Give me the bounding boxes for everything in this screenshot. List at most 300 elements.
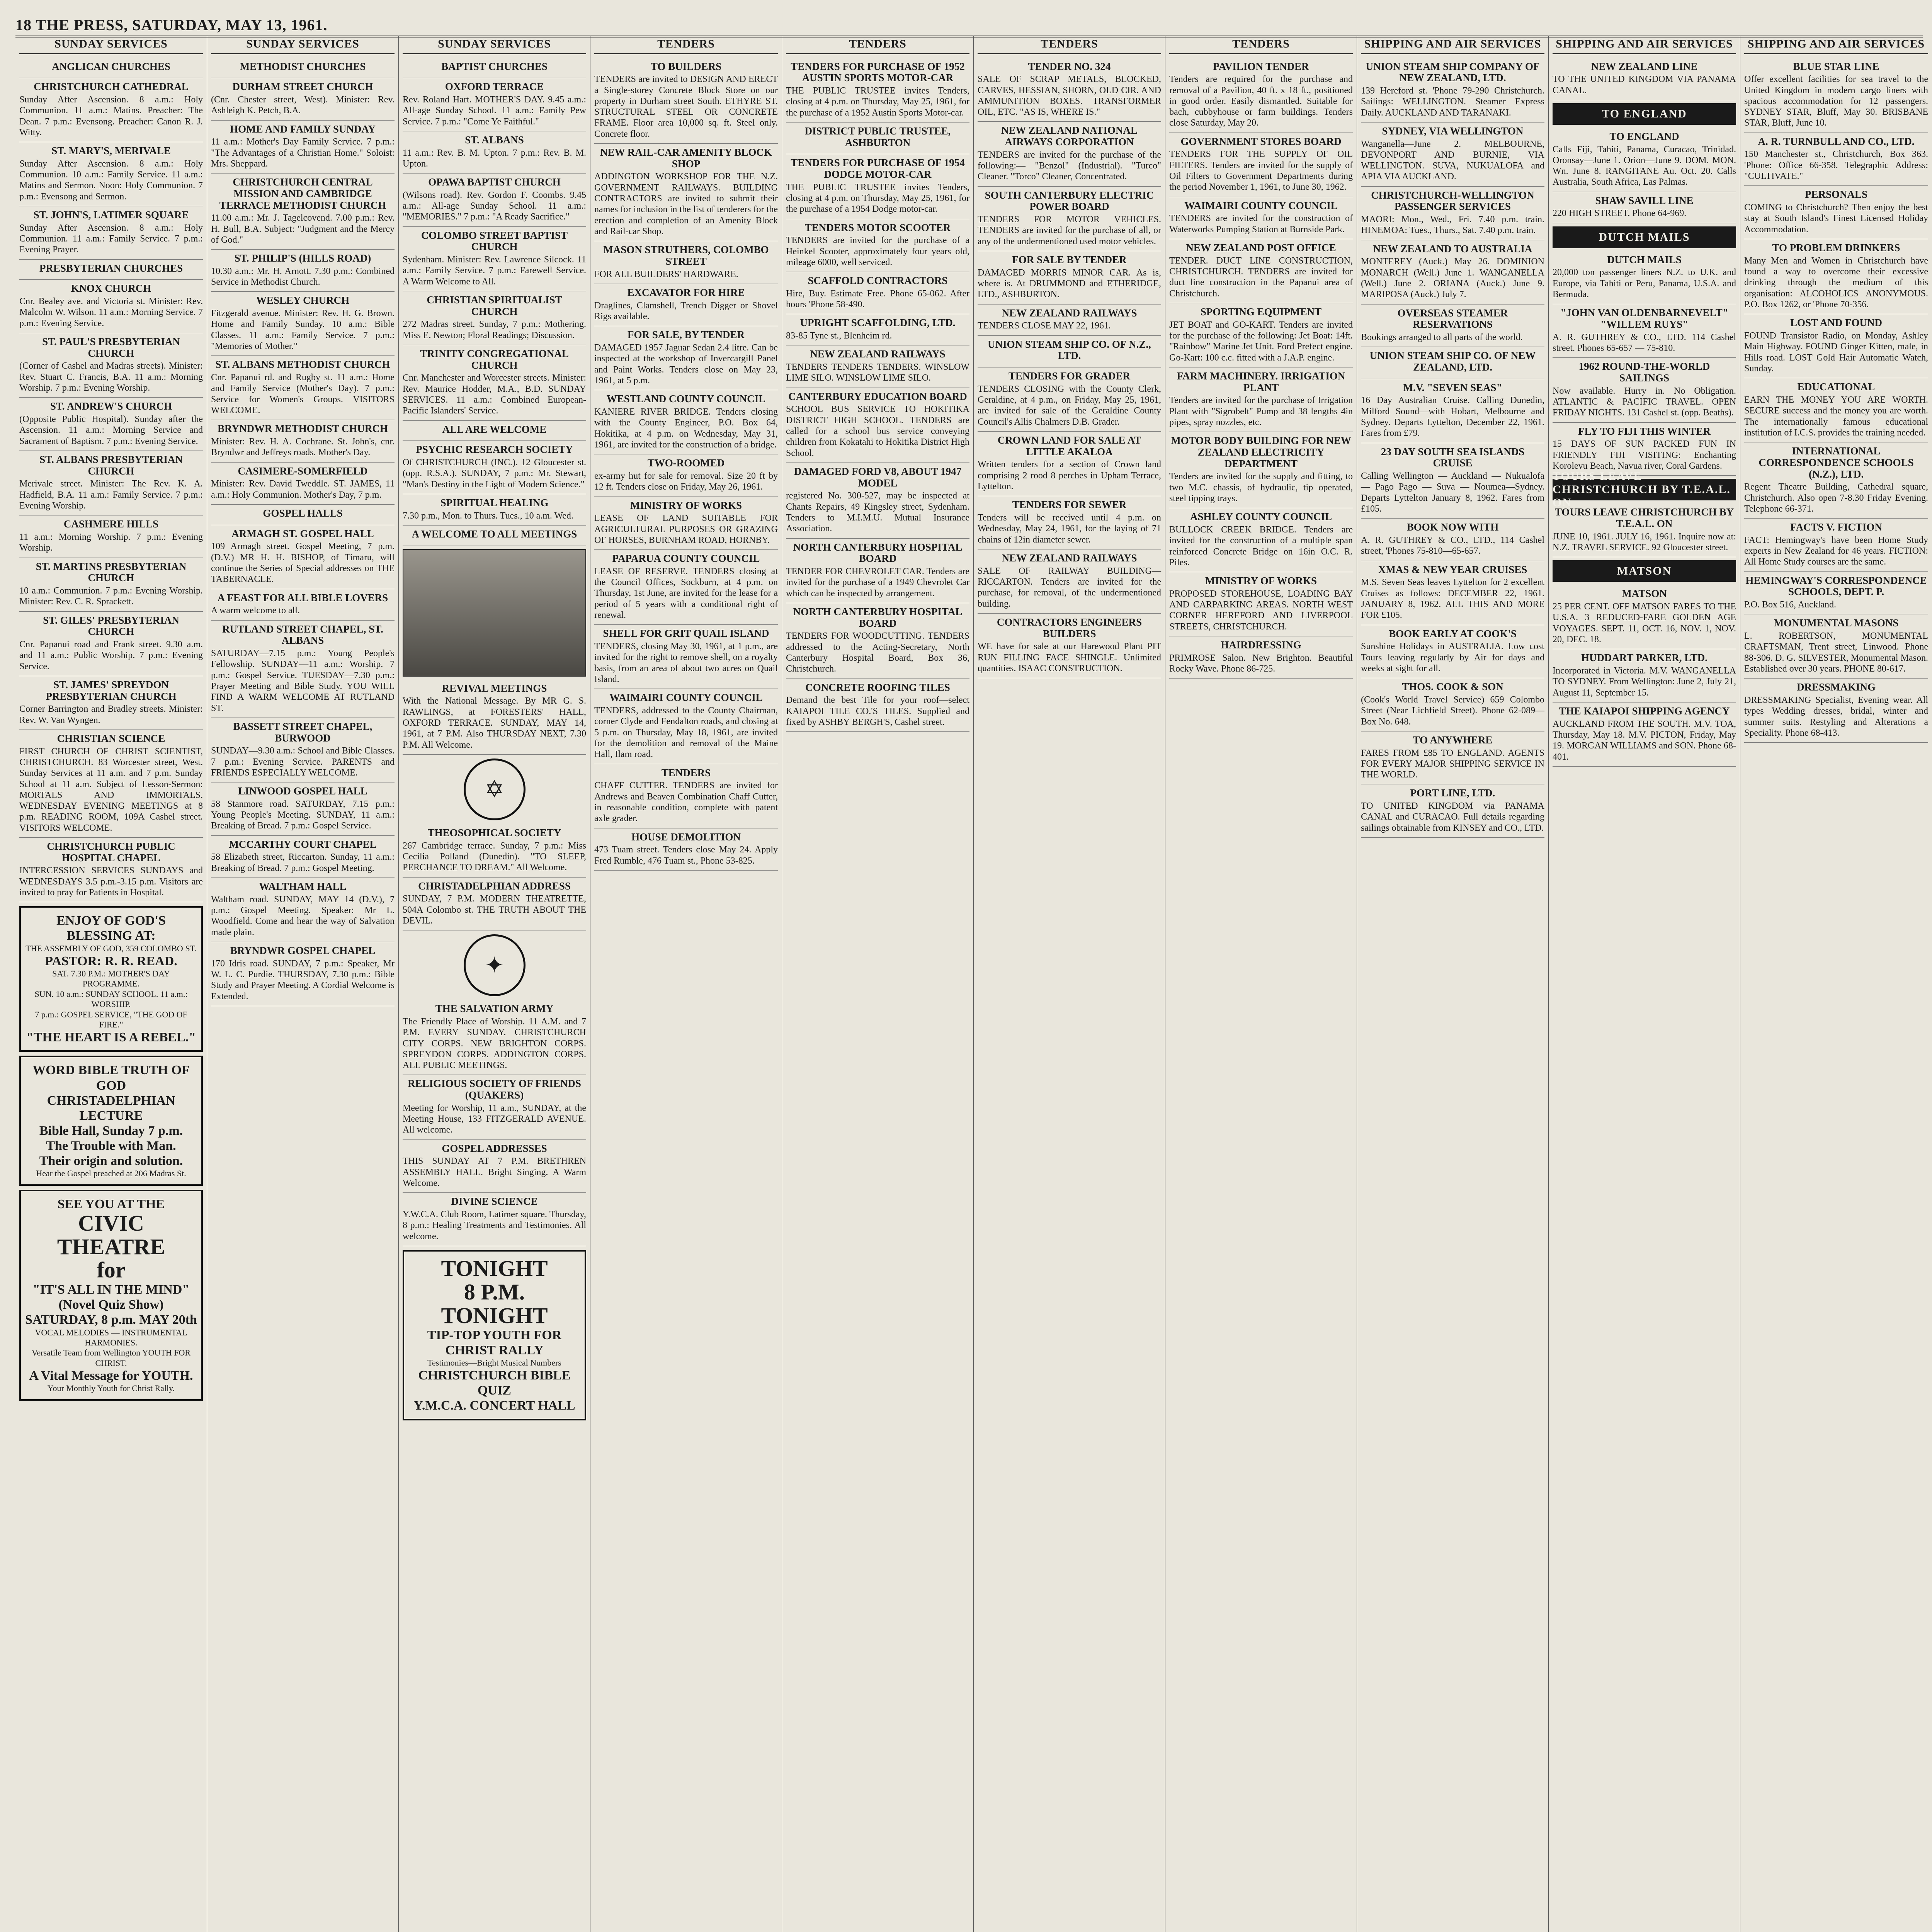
ad-heading: M.V. "SEVEN SEAS" [1403,381,1502,393]
classified-ad [786,122,969,154]
classified-ad [1553,503,1736,557]
classified-ad [211,782,395,836]
ad-heading: DAMAGED FORD V8, ABOUT 1947 MODEL [794,466,962,489]
ad-heading: CASHMERE HILLS [63,518,159,530]
ad-body: COMING to Christchurch? Then enjoy the best stay at South Island's Finest Licensed Holiday Accommodation. [1744,202,1928,235]
display-ad-line: Bible Hall, Sunday 7 p.m. [39,1123,183,1138]
ad-heading: UNION STEAM SHIP CO. OF NEW ZEALAND, LTD. [1369,350,1536,373]
classified-ad [594,241,778,284]
ad-heading: NEW ZEALAND RAILWAYS [1002,552,1137,564]
display-ad-line: ENJOY OF GOD'S BLESSING AT: [56,913,166,943]
ad-heading: SPORTING EQUIPMENT [1200,306,1322,318]
classified-ad [1169,303,1353,367]
classified-ad [403,1193,586,1246]
ad-body: SCHOOL BUS SERVICE TO HOKITIKA DISTRICT HIGH SCHOOL. TENDERS are called for a school bus service conveying children from Kokatahi to Hokitika District High School. [786,404,969,458]
display-advertisement [19,1190,203,1401]
classified-ad [1361,122,1544,187]
ad-heading: CASIMERE-SOMERFIELD [238,465,368,477]
ad-body: TENDERS, addressed to the County Chairman, corner Clyde and Fendalton roads, and closing at 5 p.m. on Thursday, May 18, 1961, are invited for the demolition and removal of the Maine Hall, Ilam road. [594,706,778,760]
ad-heading: MCCARTHY COURT CHAPEL [229,838,377,850]
classified-ad [786,345,969,388]
classified-ad [1553,649,1736,702]
classified-ad [978,58,1161,122]
ad-body: FOUND Transistor Radio, on Monday, Ashley Main Highway. FOUND Ginger Kitten, male, in Hills road. LOST Gold Hair Automatic Watch, Sunday. [1744,330,1928,374]
ad-body: Regent Theatre Building, Cathedral square, Christchurch. Also open 7-8.30 Friday Evening. Telephone 66-371. [1744,482,1928,514]
ad-body: SATURDAY—7.15 p.m.: Young People's Fellowship. SUNDAY—11 a.m.: Worship. 7 p.m.: Gospel Service. TUESDAY—7.30 p.m.: Prayer Meeting and Bible Study. YOU WILL FIND A WARM WELCOME AT RUTLAND ST. [211,648,395,713]
ad-heading: ARMAGH ST. GOSPEL HALL [231,527,374,539]
column-header: TENDERS [786,36,969,54]
ad-body: TENDERS CLOSING with the County Clerk, Geraldine, at 4 p.m., on Friday, May 25, 1961, are invited for sale of the Geraldine County Council's Allis Chalmers D.B. Grader. [978,384,1161,427]
ad-body: 267 Cambridge terrace. Sunday, 7 p.m.: Miss Cecilia Polland (Dunedin). "TO SLEEP, PERCHANCE TO DREAM." All Welcome. [403,840,586,873]
column-2 [207,36,399,1932]
classified-ad [1744,314,1928,378]
classified-ad [786,388,969,463]
classified-ad [211,589,395,621]
ad-heading: BRYNDWR GOSPEL CHAPEL [230,945,376,956]
ad-heading: ST. MARY'S, MERIVALE [51,145,171,157]
classified-ad [403,1140,586,1193]
ad-heading: INTERNATIONAL CORRESPONDENCE SCHOOLS (N.Z.), LTD. [1759,445,1914,480]
ad-heading: WESTLAND COUNTY COUNCIL [606,393,766,405]
classified-ad [1361,347,1544,379]
classified-ad [1169,572,1353,636]
classified-ad [978,549,1161,614]
ad-heading: HAIRDRESSING [1221,639,1301,651]
classified-ad [211,58,395,78]
classified-ad [403,78,586,131]
ad-heading: DIVINE SCIENCE [451,1196,538,1208]
classified-ad [403,345,586,421]
classified-ad [211,250,395,292]
display-advertisement [403,1250,586,1420]
classified-ad [1744,378,1928,442]
ad-heading: UNION STEAM SHIP COMPANY OF NEW ZEALAND, LTD. [1366,60,1540,84]
classified-ad [1744,519,1928,572]
ad-body: Bookings arranged to all parts of the world. [1361,332,1523,343]
ad-heading: ST. ALBANS PRESBYTERIAN CHURCH [39,453,183,477]
ad-body: 11 a.m.: Rev. B. M. Upton. 7 p.m.: Rev. B. M. Upton. [403,148,586,169]
classified-ad [594,390,778,454]
column-10 [1740,36,1932,1932]
display-ad-line: TIP-TOP YOUTH FOR CHRIST RALLY [427,1328,562,1357]
ad-heading: TO BUILDERS [650,60,722,72]
ad-body: TO THE UNITED KINGDOM VIA PANAMA CANAL. [1553,74,1736,95]
ad-body: Tenders are required for the purchase and removal of a Pavilion, 40 ft. x 18 ft., positioned in good order. Easily dismantled. Suitable for bach, cubbyhouse or farm buildings. Tenders close Saturday, May 20. [1169,74,1353,128]
classified-ad [19,142,203,206]
ad-heading: ST. JOHN'S, LATIMER SQUARE [33,209,189,221]
ad-body: SALE OF SCRAP METALS, BLOCKED, CARVES, HESSIAN, SHORN, OLD CIR. AND AMMUNITION BOXES. TRANSFORMER OIL, ETC. "AS IS, WHERE IS." [978,74,1161,117]
ad-body: DRESSMAKING Specialist, Evening wear. All types Wedding dresses, bridal, winter and summer suits. Restyling and Alterations a Speciality. Phone 68-413. [1744,695,1928,738]
shipping-logo-banner: DUTCH MAILS [1553,226,1736,248]
classified-ad [19,58,203,78]
ad-heading: FACTS V. FICTION [1790,521,1882,533]
classified-ad [1744,186,1928,239]
classified-ad [19,515,203,558]
ad-body: 58 Elizabeth street, Riccarton. Sunday, 11 a.m.: Breaking of Bread. 7 p.m.: Gospel Meeting. [211,852,395,873]
ad-heading: CHRISTCHURCH PUBLIC HOSPITAL CHAPEL [47,840,175,864]
ad-body: Calls Fiji, Tahiti, Panama, Curacao, Trinidad. Oronsay—June 1. Orion—June 9. DOM. MON. Wn. June 8. RANGITANE Au. Oct. 20. Calls Australia, South Africa, Las Palmas. [1553,144,1736,187]
classified-ad [403,878,586,931]
display-ad-line: SEE YOU AT THE [57,1197,165,1211]
display-ad-line: "THE HEART IS A REBEL." [26,1030,196,1045]
ad-heading: THE KAIAPOI SHIPPING AGENCY [1559,705,1730,717]
ad-body: 11 a.m.: Mother's Day Family Service. 7 p.m.: "The Advantages of a Christian Home." Soloist: Mrs. Sheppard. [211,137,395,169]
ad-body: WE have for sale at our Harewood Plant PIT RUN FILLING FACE SHINGLE. Unlimited quantities. ISAAC CONSTRUCTION. [978,641,1161,673]
ad-heading: TO ANYWHERE [1413,734,1493,746]
classified-ad [1361,443,1544,519]
classified-ad [1553,251,1736,304]
display-ad-line: for [97,1257,126,1283]
star-of-david-icon: ✡ [464,759,526,820]
ad-body: Y.W.C.A. Club Room, Latimer square. Thursday, 8 p.m.: Healing Treatments and Testimonies. All welcome. [403,1209,586,1242]
ad-heading: PORT LINE, LTD. [1410,787,1495,799]
ad-body: Many Men and Women in Christchurch have found a way to overcome their excessive drinking through the medium of this organisation: ALCOHOLICS ANONYMOUS. P.O. Box 1262, or 'Phone 70-356. [1744,255,1928,310]
classified-ad [403,526,586,546]
ad-body: registered No. 300-527, may be inspected at Chants Repairs, 49 Kingsley street, Sydenham. Tenders to M.I.M.U. Mutual Insurance Association. [786,491,969,534]
classified-ad [594,454,778,497]
ad-heading: SOUTH CANTERBURY ELECTRIC POWER BOARD [985,189,1154,213]
classified-ad [786,58,969,122]
classified-ad [19,838,203,902]
classified-ad [594,764,778,828]
ad-body: TENDERS are invited for the purchase of the following:— "Benzol" (Industrial). "Turco" Cleaner. "Torco" Cleaner, Concentrated. [978,150,1161,182]
ad-body: JET BOAT and GO-KART. Tenders are invited for the purchase of the following: Jet Boat: 14ft. "Rainbow" Marine Jet Unit. Ford Prefect engine. Go-Kart: 100 c.c. fitted with a J.A.P. engine. [1169,320,1353,363]
ad-body: THIS SUNDAY AT 7 P.M. BRETHREN ASSEMBLY HALL. Bright Singing. A Warm Welcome. [403,1156,586,1189]
ad-heading: MINISTRY OF WORKS [1205,575,1317,587]
column-header: SHIPPING AND AIR SERVICES [1744,36,1928,54]
classified-ad [1361,240,1544,304]
ad-body: 473 Tuam street. Tenders close May 24. Apply Fred Rumble, 476 Tuam st., Phone 53-825. [594,845,778,866]
ad-body: Hire, Buy. Estimate Free. Phone 65-062. After hours 'Phone 58-490. [786,288,969,310]
ad-heading: TRINITY CONGREGATIONAL CHURCH [420,348,569,371]
ad-body: Sunday After Ascension. 8 a.m.: Holy Communion. 10 a.m.: Family Service. 11 a.m.: Matins and Sermon. Noon: Holy Communion. 7 p.m.: Evensong and Sermon. [19,158,203,202]
ad-body: A. R. GUTHREY & CO., LTD., 114 Cashel street, 'Phones 75-810—65-657. [1361,535,1544,556]
ad-heading: TENDERS FOR PURCHASE OF 1954 DODGE MOTOR-CAR [791,157,965,180]
ad-heading: OPAWA BAPTIST CHURCH [428,176,561,188]
classified-ad [978,614,1161,678]
ad-body: Cnr. Manchester and Worcester streets. Minister: Rev. Maurice Hodder, M.A., B.D. SUNDAY SERVICES. 11 a.m.: Combined European-Pacific Islanders' Service. [403,373,586,416]
classified-ad [1169,58,1353,133]
ad-body: Meeting for Worship, 11 a.m., SUNDAY, at the Meeting House, 133 FITZGERALD AVENUE. All welcome. [403,1103,586,1135]
column-8 [1357,36,1549,1932]
ad-heading: CHRISTIAN SCIENCE [57,732,165,744]
classified-ad [1553,702,1736,767]
ad-body: A warm welcome to all. [211,605,300,616]
ad-body: TENDERS are invited to DESIGN AND ERECT a Single-storey Concrete Block Store on our property in Durham street South. ETHYRE ST. STRUCTURAL STEEL OR CONCRETE FRAME. Floor area 10,000 sq. ft. Steel only. Concrete floor. [594,74,778,139]
classified-ad [978,432,1161,496]
ad-heading: TENDERS [661,767,711,779]
display-ad-line: SATURDAY, 8 p.m. MAY 20th [25,1313,197,1327]
ad-body: SUNDAY, 7 P.M. MODERN THEATRETTE, 504A Colombo st. THE TRUTH ABOUT THE DEVIL. [403,894,586,926]
ad-heading: OXFORD TERRACE [445,81,544,93]
classified-ad [403,1000,586,1075]
column-4 [590,36,782,1932]
ad-heading: DRESSMAKING [1796,681,1876,693]
ad-heading: GOVERNMENT STORES BOARD [1180,135,1342,147]
shipping-logo-banner: MATSON [1553,560,1736,582]
ad-body: 10.30 a.m.: Mr. H. Arnott. 7.30 p.m.: Combined Service in Methodist Church. [211,266,395,287]
ad-heading: ST. GILES' PRESBYTERIAN CHURCH [43,614,179,638]
ad-heading: MATSON [1622,588,1667,600]
classified-ad [211,505,395,525]
classified-ad [19,78,203,142]
ad-body: KANIERE RIVER BRIDGE. Tenders closing with the County Engineer, P.O. Box 64, Hokitika, at 4 p.m. on Wednesday, May 31, 1961, are invited for the construction of a bridge. [594,406,778,450]
classified-ad [1553,192,1736,223]
ad-body: 20,000 ton passenger liners N.Z. to U.K. and Europe, via Tahiti or Peru, Panama, U.S.A. and Bermuda. [1553,267,1736,300]
ad-body: Written tenders for a section of Crown land comprising 2 rood 8 perches in Upham Terrace, Lyttelton. [978,459,1161,492]
display-ad-line: CHRISTCHURCH BIBLE QUIZ [418,1368,571,1398]
display-ad-line: The Trouble with Man. [46,1138,176,1153]
classified-ad [1744,58,1928,133]
ad-heading: EDUCATIONAL [1797,381,1875,393]
ad-body: ADDINGTON WORKSHOP FOR THE N.Z. GOVERNMENT RAILWAYS. BUILDING CONTRACTORS are invited to submit their names for inclusion in the list of tenderers for the erection and completion of an Amenity Block and Rail-car Shop. [594,172,778,236]
classified-ad [1361,304,1544,347]
ad-body: 58 Stanmore road. SATURDAY, 7.15 p.m.: Young People's Meeting. SUNDAY, 11 a.m.: Breaking of Bread. 7 p.m.: Gospel Service. [211,799,395,831]
ad-body: Minister: Rev. David Tweddle. ST. JAMES, 11 a.m.: Holy Communion. Mother's Day, 7 p.m. [211,479,395,500]
ad-heading: WESLEY CHURCH [256,294,350,306]
ad-heading: BASSETT STREET CHAPEL, BURWOOD [233,720,372,744]
display-ad-line: THE ASSEMBLY OF GOD, 359 COLOMBO ST. [26,943,197,953]
classified-ad [1553,358,1736,422]
ad-body: LEASE OF RESERVE. TENDERS closing at the Council Offices, Sockburn, at 4 p.m. on Thursday, 1st June, are invited for the lease for a period of 5 years with a conditional right of renewal. [594,566,778,621]
ad-body: 170 Idris road. SUNDAY, 7 p.m.: Speaker, Mr W. L. C. Purdie. THURSDAY, 7.30 p.m.: Bible Study and Prayer Meeting. A Cordial Welcome is Extended. [211,958,395,1002]
ad-heading: ANGLICAN CHURCHES [52,60,170,72]
ad-heading: FOR SALE, BY TENDER [627,329,745,341]
classified-ad [1361,187,1544,240]
ad-heading: RELIGIOUS SOCIETY OF FRIENDS (QUAKERS) [408,1078,581,1101]
ad-heading: ST. ALBANS [465,134,524,146]
ad-heading: TOURS LEAVE CHRISTCHURCH BY T.E.A.L. ON [1554,506,1734,529]
classified-ad [1361,519,1544,561]
ad-body: Sydenham. Minister: Rev. Lawrence Silcock. 11 a.m.: Family Service. 7 p.m.: Farewell Service. A Warm Welcome to All. [403,255,586,287]
ad-heading: DUTCH MAILS [1607,253,1682,265]
ad-body: MAORI: Mon., Wed., Fri. 7.40 p.m. train. HINEMOA: Tues., Thurs., Sat. 7.40 p.m. train. [1361,214,1544,236]
ad-body: AUCKLAND FROM THE SOUTH. M.V. TOA, Thursday, May 18. M.V. PICTON, Friday, May 19. MORGAN WILLIAMS and SON. Phone 68-401. [1553,719,1736,762]
display-ad-line: SUN. 10 a.m.: SUNDAY SCHOOL. 11 a.m.: WORSHIP. [34,989,188,1009]
classified-ad [403,1075,586,1139]
ad-body: INTERCESSION SERVICES SUNDAYS and WEDNESDAYS 3.5 p.m.-3.15 p.m. Visitors are invited to pray for Patients in Hospital. [19,866,203,898]
column-3 [399,36,590,1932]
ad-body: With the National Message. By MR G. S. RAWLINGS, at FORESTERS' HALL, OXFORD TERRACE. SUNDAY, MAY 14, 1961, at 7 P.M. Also THURSDAY NEXT, 7.30 P.M. All Welcome. [403,696,586,750]
classified-ad [403,131,586,173]
ad-heading: MINISTRY OF WORKS [630,499,742,511]
ad-body: JUNE 10, 1961. JULY 16, 1961. Inquire now at: N.Z. TRAVEL SERVICE. 92 Gloucester street. [1553,531,1736,553]
classified-ad [211,78,395,120]
ad-body: TO UNITED KINGDOM via PANAMA CANAL and CURACAO. Full details regarding sailings obtainable from KINSEY and CO., LTD. [1361,801,1544,833]
ad-heading: PAVILION TENDER [1213,60,1309,72]
ad-heading: TWO-ROOMED [647,457,725,469]
ad-heading: TENDER NO. 324 [1028,60,1111,72]
ad-heading: CONTRACTORS ENGINEERS BUILDERS [997,616,1142,639]
ad-heading: CHRISTCHURCH-WELLINGTON PASSENGER SERVICES [1371,189,1534,213]
ad-body: SUNDAY—9.30 a.m.: School and Bible Classes. 7 p.m.: Evening Service. PARENTS and FRIENDS ESPECIALLY WELCOME. [211,746,395,778]
ad-body: 10 a.m.: Communion. 7 p.m.: Evening Worship. Minister: Rev. C. R. Sprackett. [19,585,203,607]
ad-heading: KNOX CHURCH [71,282,151,294]
column-header: SUNDAY SERVICES [403,36,586,54]
classified-ad [211,356,395,420]
ad-body: P.O. Box 516, Auckland. [1744,600,1837,610]
ad-body: Of CHRISTCHURCH (INC.). 12 Gloucester st. (opp. R.S.A.). SUNDAY, 7 p.m.: Mr. Stewart, "Man's Destiny in the Light of Modern Science." [403,457,586,490]
display-ad-line: Their origin and solution. [39,1154,183,1168]
ad-heading: WALTHAM HALL [259,881,347,893]
column-1 [15,36,207,1932]
ad-body: MONTEREY (Auck.) May 26. DOMINION MONARCH (Well.) June 1. WANGANELLA (Well.) June 2. ORIANA (Auck.) June 9. MARIPOSA (Auck.) July 7. [1361,257,1544,300]
ad-body: THE PUBLIC TRUSTEE invites Tenders, closing at 4 p.m. on Thursday, May 25, 1961, for the purchase of a 1952 Austin Sports Motor-car. [786,85,969,118]
ad-body: FACT: Hemingway's have been Home Study experts in New Zealand for 46 years. FICTION: All Home Study courses are the same. [1744,535,1928,567]
column-6 [974,36,1165,1932]
ad-body: ex-army hut for sale for removal. Size 20 ft by 12 ft. Tenders close on Friday, May 26, 1961. [594,471,778,492]
ad-heading: BAPTIST CHURCHES [441,60,548,72]
classified-ad [1169,508,1353,572]
classified-ad [1361,784,1544,838]
ad-body: PRIMROSE Salon. New Brighton. Beautiful Rocky Wave. Phone 86-725. [1169,653,1353,674]
display-ad-line: Your Monthly Youth for Christ Rally. [47,1383,175,1393]
column-5 [782,36,974,1932]
ad-heading: THE SALVATION ARMY [435,1003,554,1015]
classified-ad [211,621,395,718]
ad-heading: ST. PAUL'S PRESBYTERIAN CHURCH [42,336,180,359]
classified-ad [1553,128,1736,192]
classified-ad [19,730,203,838]
ad-heading: ST. ANDREW'S CHURCH [50,400,172,412]
ad-heading: FOR SALE BY TENDER [1012,254,1127,266]
ad-heading: BRYNDWR METHODIST CHURCH [217,423,388,435]
ad-body: 109 Armagh street. Gospel Meeting, 7 p.m. (D.V.) MR H. H. BISHOP, of Timaru, will continue the Series of Special addresses on THE TABERNACLE. [211,541,395,585]
column-header: SUNDAY SERVICES [19,36,203,54]
ad-heading: TENDERS FOR SEWER [1012,499,1127,511]
ad-heading: BLUE STAR LINE [1793,60,1879,72]
ad-heading: LOST AND FOUND [1790,317,1883,329]
ad-heading: NEW ZEALAND NATIONAL AIRWAYS CORPORATION [1001,124,1138,148]
display-ad-line: 7 p.m.: GOSPEL SERVICE, "THE GOD OF FIRE." [35,1009,187,1029]
display-ad-line: WORD BIBLE TRUTH OF GOD [32,1063,190,1093]
classified-ad [211,121,395,174]
ad-heading: GOSPEL HALLS [263,507,343,519]
ad-heading: OVERSEAS STEAMER RESERVATIONS [1397,307,1508,330]
display-ad-line: Versatile Team from Wellington YOUTH FOR CHRIST. [31,1348,191,1368]
ad-heading: HUDDART PARKER, LTD. [1581,652,1708,664]
ad-body: LEASE OF LAND SUITABLE FOR AGRICULTURAL PURPOSES OR GRAZING OF HORSES, BURNHAM ROAD, HORNBY. [594,513,778,545]
crest-icon: ✦ [464,934,526,996]
ad-heading: DURHAM STREET CHURCH [232,81,373,93]
classified-ad [594,625,778,689]
ad-body: Sunday After Ascension. 8 a.m.: Holy Communion. 11 a.m.: Family Service. 7 p.m.: Evening Prayer. [19,223,203,255]
ad-body: TENDERS, closing May 30, 1961, at 1 p.m., are invited for the right to remove shell, on a royalty basis, from an area of about two acres on Quail Island. [594,641,778,684]
ad-body: Tenders are invited for the purchase of Irrigation Plant with "Sigrobelt" Pump and 38 lengths 4in pipes, spray nozzles, etc. [1169,395,1353,427]
ad-body: Cnr. Papanui road and Frank street. 9.30 a.m. and 11 a.m.: Public Worship. 7 p.m.: Evening Service. [19,639,203,672]
classified-ad [978,496,1161,549]
classified-ad [1169,239,1353,303]
classified-ad [1744,239,1928,314]
ad-heading: PERSONALS [1804,189,1868,201]
display-ad-line: A Vital Message for YOUTH. [29,1369,193,1383]
ad-body: Tenders are invited for the supply and fitting, to two M.C. chassis, of hydraulic, tip operated, steel tipping trays. [1169,471,1353,503]
display-ad-line: Y.M.C.A. CONCERT HALL [413,1398,575,1413]
ad-body: Rev. Roland Hart. MOTHER'S DAY. 9.45 a.m.: All-age Sunday School. 11 a.m.: Family Pew Service. 7 p.m.: "Come Ye Faithful." [403,94,586,127]
ad-heading: LINWOOD GOSPEL HALL [238,785,367,797]
classified-ad [19,676,203,730]
ad-body: 11.00 a.m.: Mr. J. Tagelcovend. 7.00 p.m.: Rev. H. Bull, B.A. Subject: "Judgment and the Mercy of God." [211,213,395,245]
shipping-logo-banner: TOURS LEAVE CHRISTCHURCH BY T.E.A.L. ON [1553,479,1736,500]
classified-ad [786,603,969,679]
classified-ad [19,280,203,333]
ad-body: PROPOSED STOREHOUSE, LOADING BAY AND CARPARKING AREAS. NORTH WEST CORNER HEREFORD AND LIVERPOOL STREETS, CHRISTCHURCH. [1169,588,1353,632]
classified-ad [978,336,1161,367]
ad-heading: NEW ZEALAND RAILWAYS [1002,307,1137,319]
ad-heading: ALL ARE WELCOME [442,423,547,435]
ad-body: BULLOCK CREEK BRIDGE. Tenders are invited for the construction of a multiple span reinforced Concrete Bridge on 16in O.C. R. Piles. [1169,524,1353,568]
classified-ad [19,451,203,515]
classified-ad [1744,679,1928,743]
column-header: TENDERS [594,36,778,54]
ad-heading: METHODIST CHURCHES [240,60,366,72]
ad-body: TENDERS CLOSE MAY 22, 1961. [978,321,1111,331]
classified-ad [594,828,778,871]
ad-body: TENDERS are invited for the purchase of a Heinkel Scooter, approximately four years old, mileage 6000, well serviced. [786,235,969,267]
column-header: TENDERS [978,36,1161,54]
display-ad-line: "IT'S ALL IN THE MIND" [32,1282,190,1297]
ad-heading: UNION STEAM SHIP CO. OF N.Z., LTD. [988,338,1151,362]
ad-body: Incorporated in Victoria. M.V. WANGANELLA TO SYDNEY. From Wellington: June 2, July 21, August 11, September 15. [1553,665,1736,698]
ad-heading: XMAS & NEW YEAR CRUISES [1378,563,1527,575]
classified-ad [786,539,969,603]
classified-ad [403,494,586,526]
classified-ad [19,398,203,451]
ad-heading: NORTH CANTERBURY HOSPITAL BOARD [793,605,963,629]
ad-heading: SCAFFOLD CONTRACTORS [808,275,948,287]
ad-heading: MOTOR BODY BUILDING FOR NEW ZEALAND ELECTRICITY DEPARTMENT [1171,435,1351,469]
ad-body: Fitzgerald avenue. Minister: Rev. H. G. Brown. Home and Family Sunday. 10 a.m.: Bible Classes. 11 a.m.: Family Service. 7 p.m.: "Memories of Mother." [211,308,395,352]
ad-body: TENDERS FOR WOODCUTTING. TENDERS addressed to the Acting-Secretary, North Canterbury Hospital Board, Box 36, Christchurch. [786,631,969,674]
ad-body: Sunday After Ascension. 8 a.m.: Holy Communion. 11 a.m.: Matins. Preacher: The Dean. 7 p.m.: Evensong. Preacher: Canon R. J. Witty. [19,94,203,138]
ad-body: Sunshine Holidays in AUSTRALIA. Low cost Tours leaving regularly by Air for days and weeks at sight for all. [1361,641,1544,673]
ad-heading: CHRISTIAN SPIRITUALIST CHURCH [427,294,562,317]
classified-ad [594,689,778,764]
column-9 [1549,36,1740,1932]
ad-heading: MASON STRUTHERS, COLOMBO STREET [603,244,769,267]
classified-ad [978,367,1161,432]
classified-ad [403,680,586,755]
portrait-photo [403,549,586,677]
ad-body: SALE OF RAILWAY BUILDING—RICCARTON. Tenders are invited for the purchase, for removal, of the undermentioned building. [978,566,1161,609]
classified-ad [211,718,395,782]
display-ad-line: PASTOR: R. R. READ. [45,954,177,968]
ad-heading: TO ENGLAND [1609,130,1679,142]
ad-body: (Corner of Cashel and Madras streets). Minister: Rev. Stuart C. Francis, B.A. 11 a.m.: Morning Worship. 7 p.m.: Evening Worship. [19,361,203,393]
ad-body: Merivale street. Minister: The Rev. K. A. Hadfield, B.A. 11 a.m.: Family Service. 7 p.m.: Evening Worship. [19,479,203,511]
ad-heading: CROWN LAND FOR SALE AT LITTLE AKALOA [997,434,1141,457]
classified-ad [1361,731,1544,785]
classified-ad [19,333,203,398]
classified-ad [211,878,395,942]
ad-body: A. R. GUTHREY & CO., LTD. 114 Cashel street. Phones 65-657 — 75-810. [1553,332,1736,354]
classified-ad [1553,58,1736,100]
classified-ad [403,441,586,494]
classified-ad [786,463,969,539]
ad-heading: COLOMBO STREET BAPTIST CHURCH [421,229,568,253]
ad-heading: CONCRETE ROOFING TILES [805,681,950,693]
classified-ad [978,187,1161,251]
ad-heading: NEW ZEALAND RAILWAYS [810,348,946,360]
ad-body: Cnr. Bealey ave. and Victoria st. Minister: Rev. Malcolm W. Wilson. 11 a.m.: Morning Service. 7 p.m.: Evening Service. [19,296,203,328]
classified-ad [786,154,969,219]
classified-ad [211,525,395,589]
ad-body: Demand the best Tile for your roof—select KAIAPOI TILE CO.'S TILES. Supplied and fixed by ASHBY BERGH'S, Cashel street. [786,695,969,727]
ad-heading: NORTH CANTERBURY HOSPITAL BOARD [793,541,963,565]
ad-heading: FLY TO FIJI THIS WINTER [1578,425,1711,437]
column-header: SHIPPING AND AIR SERVICES [1361,36,1544,54]
ad-body: Tenders will be received until 4 p.m. on Wednesday, May 24, 1961, for the laying of 71 chains of 12in diameter sewer. [978,513,1161,545]
